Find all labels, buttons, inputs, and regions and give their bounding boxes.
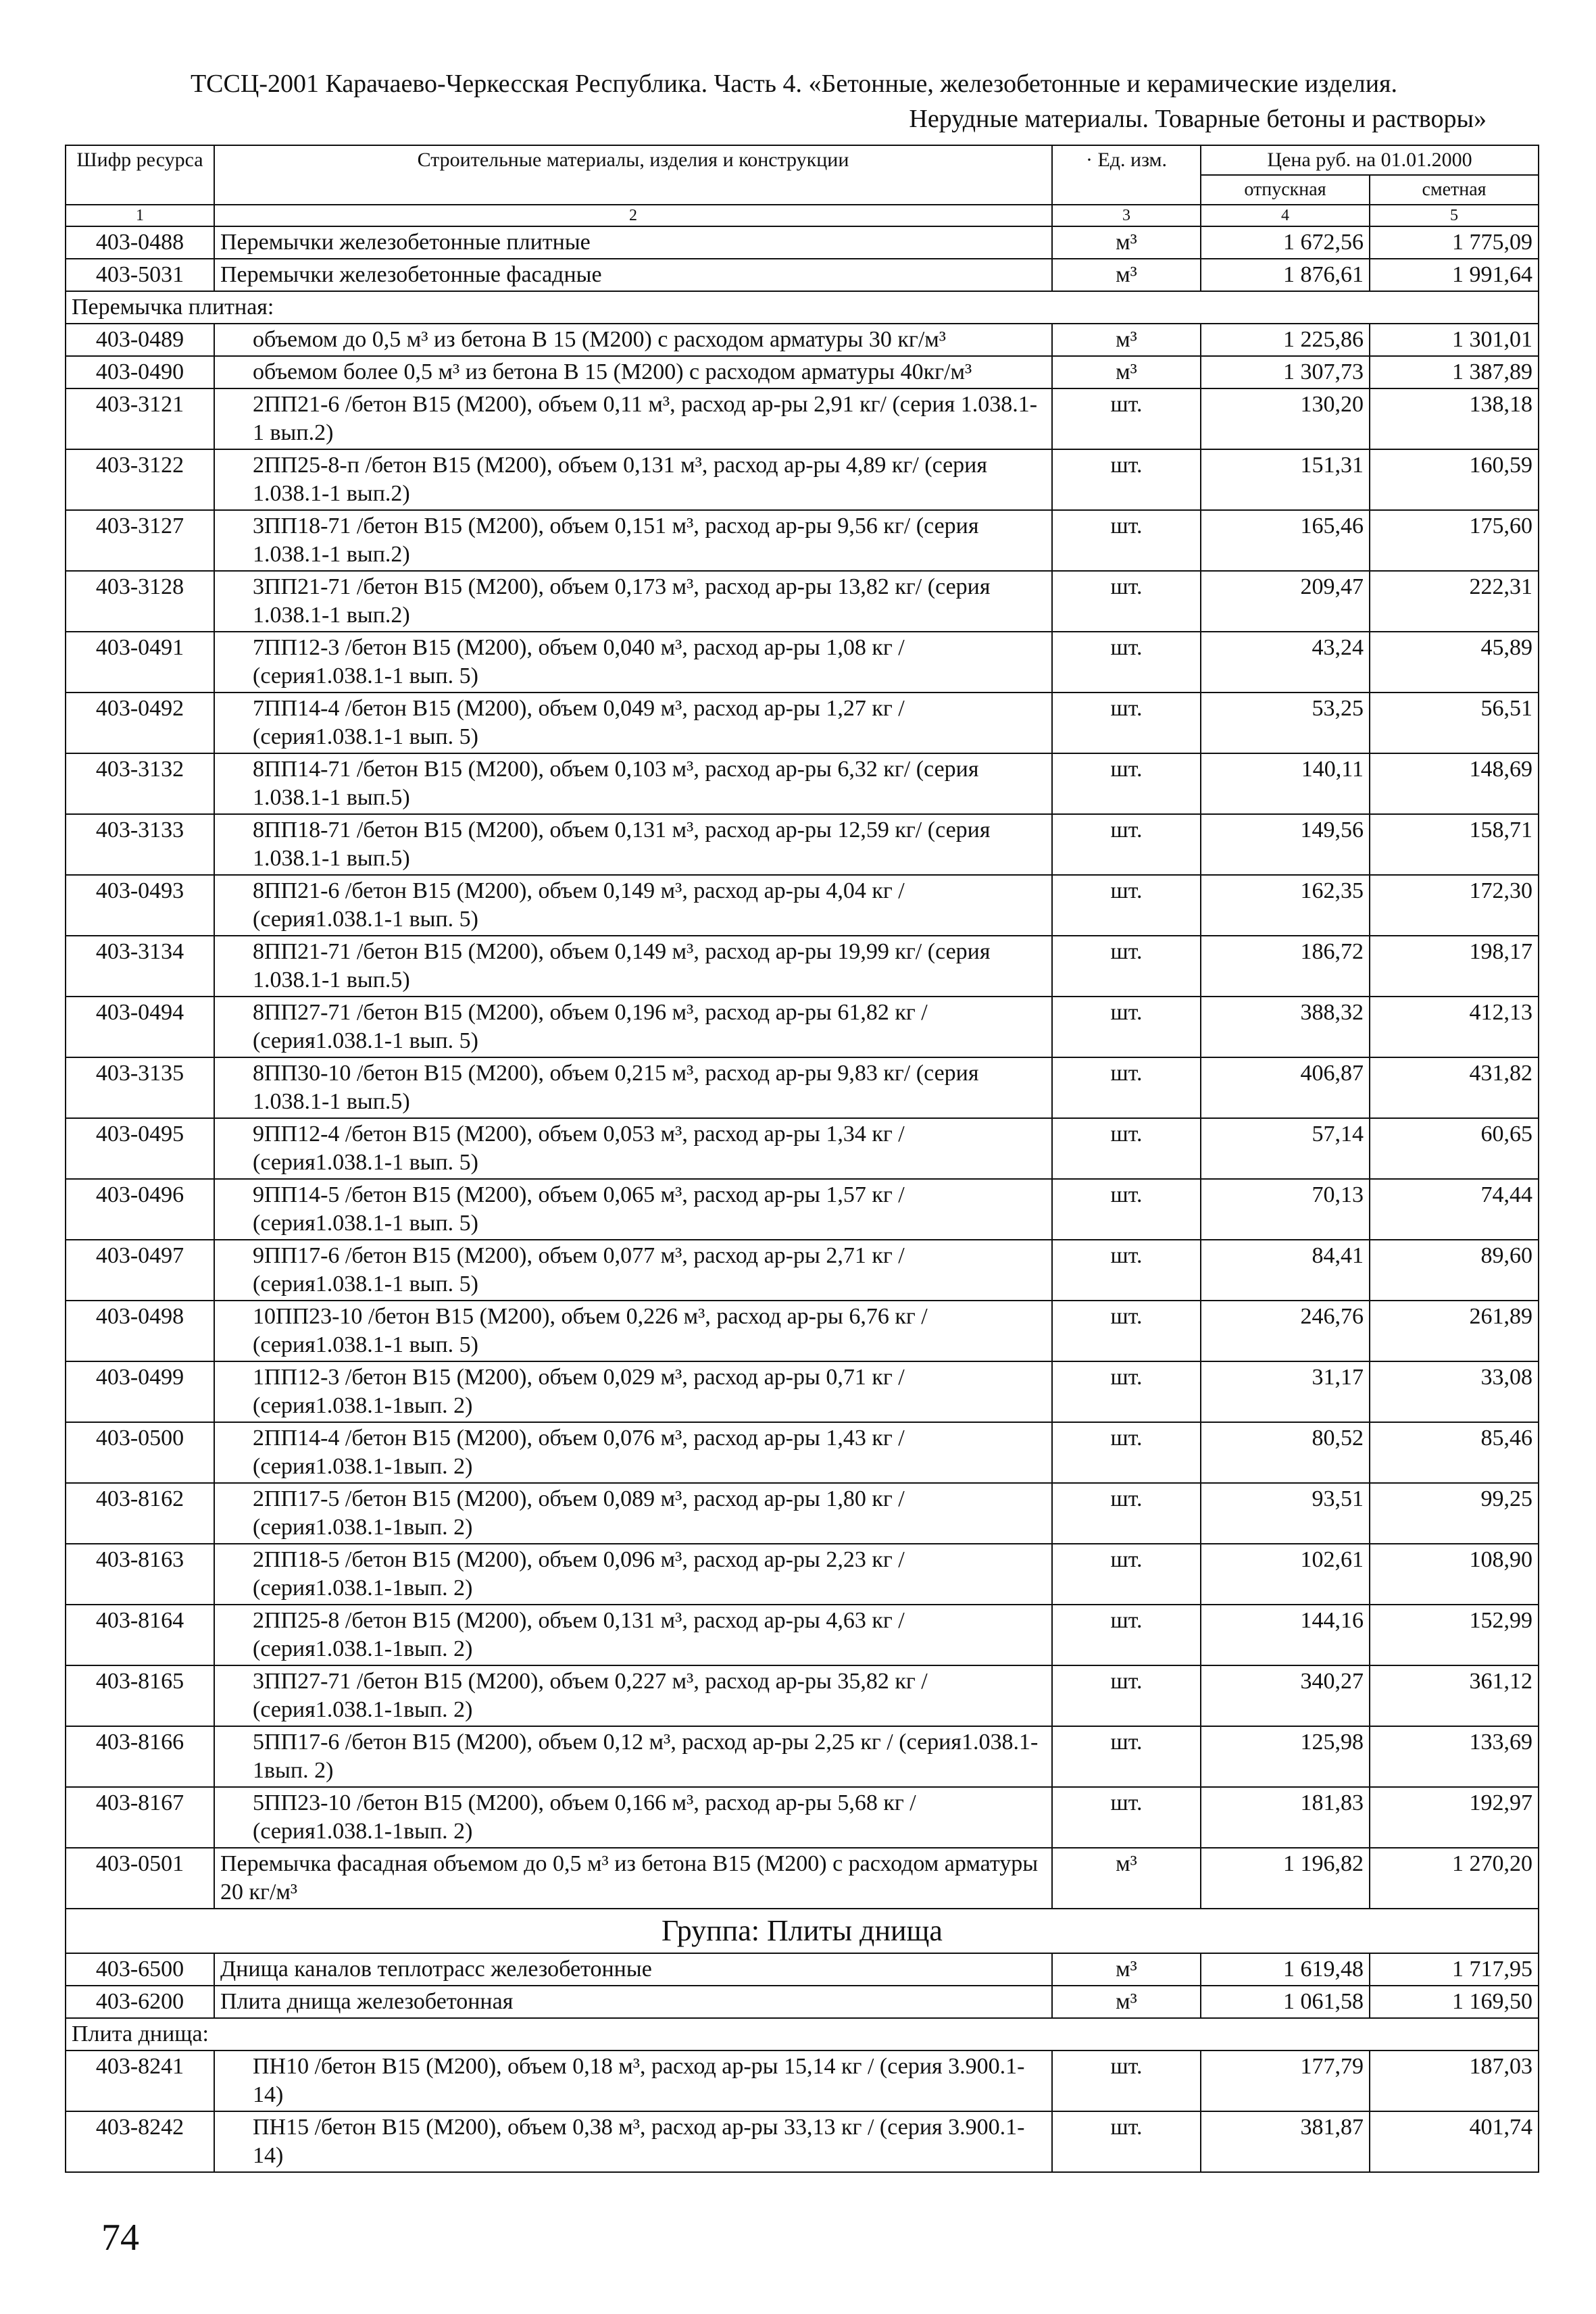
table-row	[66, 2051, 1539, 2111]
material-name-cell: 5ПП23-10 /бетон В15 (М200), объем 0,166 м³, расход ар-ры 5,68 кг / (серия1.038.1-1вып. 2)	[214, 1787, 1052, 1848]
resource-code-cell: 403-0500	[66, 1422, 214, 1483]
column-number: 1	[66, 205, 214, 226]
column-header-name: Строительные материалы, изделия и конструкции	[214, 145, 1052, 205]
release-price-cell: 151,31	[1201, 449, 1370, 510]
resource-code-cell: 403-3128	[66, 571, 214, 632]
material-name-cell: 8ПП14-71 /бетон В15 (М200), объем 0,103 м³, расход ар-ры 6,32 кг/ (серия 1.038.1-1 вып.5)	[214, 753, 1052, 814]
unit-cell: шт.	[1052, 1118, 1201, 1179]
unit-cell: шт.	[1052, 1544, 1201, 1605]
resource-code-cell: 403-0498	[66, 1301, 214, 1361]
material-name-cell: 3ПП27-71 /бетон В15 (М200), объем 0,227 м³, расход ар-ры 35,82 кг / (серия1.038.1-1вып. 2)	[214, 1665, 1052, 1726]
unit-cell: м³	[1052, 356, 1201, 388]
material-name-cell: 1ПП12-3 /бетон В15 (М200), объем 0,029 м³, расход ар-ры 0,71 кг / (серия1.038.1-1вып. 2)	[214, 1361, 1052, 1422]
material-name-cell: 2ПП25-8-п /бетон В15 (М200), объем 0,131 м³, расход ар-ры 4,89 кг/ (серия 1.038.1-1 вып.2)	[214, 449, 1052, 510]
material-name-cell: 2ПП17-5 /бетон В15 (М200), объем 0,089 м³, расход ар-ры 1,80 кг / (серия1.038.1-1вып. 2)	[214, 1483, 1052, 1544]
resource-code-cell: 403-0489	[66, 324, 214, 356]
table-row	[66, 814, 1539, 875]
estimate-price-cell: 1 387,89	[1370, 356, 1539, 388]
estimate-price-cell: 172,30	[1370, 875, 1539, 936]
release-price-cell: 1 876,61	[1201, 259, 1370, 291]
table-row	[66, 356, 1539, 388]
document-header	[81, 66, 1507, 136]
unit-cell: м³	[1052, 1848, 1201, 1909]
material-name-cell: 8ПП27-71 /бетон В15 (М200), объем 0,196 м³, расход ар-ры 61,82 кг / (серия1.038.1-1 вып. 5)	[214, 997, 1052, 1057]
unit-cell: м³	[1052, 226, 1201, 259]
estimate-price-cell: 45,89	[1370, 632, 1539, 693]
unit-cell: м³	[1052, 1953, 1201, 1986]
material-name-cell: 3ПП21-71 /бетон В15 (М200), объем 0,173 м³, расход ар-ры 13,82 кг/ (серия 1.038.1-1 вып.2)	[214, 571, 1052, 632]
resource-code-cell: 403-0493	[66, 875, 214, 936]
unit-cell: шт.	[1052, 875, 1201, 936]
resource-code-cell: 403-3121	[66, 388, 214, 449]
estimate-price-cell: 85,46	[1370, 1422, 1539, 1483]
estimate-price-cell: 261,89	[1370, 1301, 1539, 1361]
material-name-cell: 2ПП18-5 /бетон В15 (М200), объем 0,096 м³, расход ар-ры 2,23 кг / (серия1.038.1-1вып. 2)	[214, 1544, 1052, 1605]
material-name-cell: 3ПП18-71 /бетон В15 (М200), объем 0,151 м³, расход ар-ры 9,56 кг/ (серия 1.038.1-1 вып.2)	[214, 510, 1052, 571]
material-name-cell: ПН10 /бетон В15 (М200), объем 0,18 м³, расход ар-ры 15,14 кг / (серия 3.900.1-14)	[214, 2051, 1052, 2111]
unit-cell: шт.	[1052, 1301, 1201, 1361]
estimate-price-cell: 56,51	[1370, 693, 1539, 753]
resource-code-cell: 403-8165	[66, 1665, 214, 1726]
unit-cell: шт.	[1052, 1057, 1201, 1118]
release-price-cell: 84,41	[1201, 1240, 1370, 1301]
release-price-cell: 209,47	[1201, 571, 1370, 632]
table-row	[66, 753, 1539, 814]
resource-code-cell: 403-0496	[66, 1179, 214, 1240]
column-header-code: Шифр ресурса	[66, 145, 214, 205]
resource-code-cell: 403-3122	[66, 449, 214, 510]
table-row	[66, 693, 1539, 753]
resource-code-cell: 403-3132	[66, 753, 214, 814]
table-row	[66, 1057, 1539, 1118]
estimate-price-cell: 1 301,01	[1370, 324, 1539, 356]
material-name-cell: 8ПП30-10 /бетон В15 (М200), объем 0,215 м³, расход ар-ры 9,83 кг/ (серия 1.038.1-1 вып.5)	[214, 1057, 1052, 1118]
estimate-price-cell: 192,97	[1370, 1787, 1539, 1848]
resource-code-cell: 403-3133	[66, 814, 214, 875]
unit-cell: шт.	[1052, 814, 1201, 875]
resource-code-cell: 403-0495	[66, 1118, 214, 1179]
table-row	[66, 1787, 1539, 1848]
material-name-cell: 2ПП21-6 /бетон В15 (М200), объем 0,11 м³, расход ар-ры 2,91 кг/ (серия 1.038.1-1 вып.2)	[214, 388, 1052, 449]
unit-cell: шт.	[1052, 449, 1201, 510]
release-price-cell: 53,25	[1201, 693, 1370, 753]
release-price-cell: 93,51	[1201, 1483, 1370, 1544]
table-row	[66, 510, 1539, 571]
release-price-cell: 186,72	[1201, 936, 1370, 997]
release-price-cell: 381,87	[1201, 2111, 1370, 2172]
table-row	[66, 1665, 1539, 1726]
unit-cell: шт.	[1052, 2051, 1201, 2111]
unit-cell: шт.	[1052, 997, 1201, 1057]
release-price-cell: 125,98	[1201, 1726, 1370, 1787]
subtitle-row	[66, 2018, 1539, 2051]
material-name-cell: Плита днища железобетонная	[214, 1986, 1052, 2018]
table-row	[66, 1361, 1539, 1422]
column-header-release: отпускная	[1201, 175, 1370, 205]
table-row	[66, 226, 1539, 259]
estimate-price-cell: 187,03	[1370, 2051, 1539, 2111]
estimate-price-cell: 401,74	[1370, 2111, 1539, 2172]
release-price-cell: 1 196,82	[1201, 1848, 1370, 1909]
column-number-row	[66, 205, 1539, 226]
resource-code-cell: 403-6200	[66, 1986, 214, 2018]
estimate-price-cell: 160,59	[1370, 449, 1539, 510]
header-line-2: Нерудные материалы. Товарные бетоны и растворы»	[909, 105, 1487, 133]
unit-cell: шт.	[1052, 693, 1201, 753]
material-name-cell: Днища каналов теплотрасс железобетонные	[214, 1953, 1052, 1986]
material-name-cell: 8ПП18-71 /бетон В15 (М200), объем 0,131 м³, расход ар-ры 12,59 кг/ (серия 1.038.1-1 вып.5)	[214, 814, 1052, 875]
subtitle-cell: Плита днища:	[66, 2018, 1539, 2051]
resource-code-cell: 403-0499	[66, 1361, 214, 1422]
unit-cell: шт.	[1052, 1787, 1201, 1848]
unit-cell: шт.	[1052, 1665, 1201, 1726]
subtitle-cell: Перемычка плитная:	[66, 291, 1539, 324]
resource-code-cell: 403-5031	[66, 259, 214, 291]
estimate-price-cell: 33,08	[1370, 1361, 1539, 1422]
column-header-unit: · Ед. изм.	[1052, 145, 1201, 205]
table-row	[66, 2111, 1539, 2172]
release-price-cell: 181,83	[1201, 1787, 1370, 1848]
column-number: 4	[1201, 205, 1370, 226]
release-price-cell: 1 225,86	[1201, 324, 1370, 356]
release-price-cell: 130,20	[1201, 388, 1370, 449]
resource-code-cell: 403-0490	[66, 356, 214, 388]
material-name-cell: Перемычка фасадная объемом до 0,5 м³ из бетона В15 (М200) с расходом арматуры 20 кг/м³	[214, 1848, 1052, 1909]
unit-cell: шт.	[1052, 936, 1201, 997]
unit-cell: шт.	[1052, 2111, 1201, 2172]
material-name-cell: ПН15 /бетон В15 (М200), объем 0,38 м³, расход ар-ры 33,13 кг / (серия 3.900.1-14)	[214, 2111, 1052, 2172]
estimate-price-cell: 148,69	[1370, 753, 1539, 814]
estimate-price-cell: 175,60	[1370, 510, 1539, 571]
resource-code-cell: 403-8162	[66, 1483, 214, 1544]
resource-code-cell: 403-8164	[66, 1605, 214, 1665]
estimate-price-cell: 198,17	[1370, 936, 1539, 997]
release-price-cell: 177,79	[1201, 2051, 1370, 2111]
table-row	[66, 1953, 1539, 1986]
release-price-cell: 1 619,48	[1201, 1953, 1370, 1986]
release-price-cell: 1 061,58	[1201, 1986, 1370, 2018]
page-number: 74	[101, 2217, 139, 2259]
column-header-estimate: сметная	[1370, 175, 1539, 205]
estimate-price-cell: 152,99	[1370, 1605, 1539, 1665]
table-header-row	[66, 145, 1539, 175]
release-price-cell: 57,14	[1201, 1118, 1370, 1179]
resource-code-cell: 403-8166	[66, 1726, 214, 1787]
table-row	[66, 936, 1539, 997]
resource-code-cell: 403-0491	[66, 632, 214, 693]
release-price-cell: 149,56	[1201, 814, 1370, 875]
material-name-cell: 10ПП23-10 /бетон В15 (М200), объем 0,226 м³, расход ар-ры 6,76 кг / (серия1.038.1-1 вып. 5)	[214, 1301, 1052, 1361]
release-price-cell: 246,76	[1201, 1301, 1370, 1361]
group-title: Группа: Плиты днища	[66, 1909, 1539, 1953]
release-price-cell: 162,35	[1201, 875, 1370, 936]
estimate-price-cell: 138,18	[1370, 388, 1539, 449]
release-price-cell: 406,87	[1201, 1057, 1370, 1118]
material-name-cell: 2ПП25-8 /бетон В15 (М200), объем 0,131 м³, расход ар-ры 4,63 кг / (серия1.038.1-1вып. 2)	[214, 1605, 1052, 1665]
unit-cell: шт.	[1052, 1179, 1201, 1240]
material-name-cell: 2ПП14-4 /бетон В15 (М200), объем 0,076 м³, расход ар-ры 1,43 кг / (серия1.038.1-1вып. 2)	[214, 1422, 1052, 1483]
resource-code-cell: 403-0488	[66, 226, 214, 259]
column-number: 5	[1370, 205, 1539, 226]
material-name-cell: объемом до 0,5 м³ из бетона В 15 (М200) с расходом арматуры 30 кг/м³	[214, 324, 1052, 356]
resource-code-cell: 403-0501	[66, 1848, 214, 1909]
estimate-price-cell: 412,13	[1370, 997, 1539, 1057]
table-row	[66, 388, 1539, 449]
unit-cell: шт.	[1052, 1422, 1201, 1483]
unit-cell: шт.	[1052, 1605, 1201, 1665]
material-name-cell: 9ПП14-5 /бетон В15 (М200), объем 0,065 м³, расход ар-ры 1,57 кг / (серия1.038.1-1 вып. 5)	[214, 1179, 1052, 1240]
price-table	[65, 145, 1539, 2173]
estimate-price-cell: 1 775,09	[1370, 226, 1539, 259]
resource-code-cell: 403-8167	[66, 1787, 214, 1848]
release-price-cell: 102,61	[1201, 1544, 1370, 1605]
estimate-price-cell: 74,44	[1370, 1179, 1539, 1240]
release-price-cell: 144,16	[1201, 1605, 1370, 1665]
estimate-price-cell: 431,82	[1370, 1057, 1539, 1118]
unit-cell: шт.	[1052, 753, 1201, 814]
unit-cell: шт.	[1052, 1483, 1201, 1544]
release-price-cell: 70,13	[1201, 1179, 1370, 1240]
table-row	[66, 1301, 1539, 1361]
material-name-cell: 9ПП17-6 /бетон В15 (М200), объем 0,077 м³, расход ар-ры 2,71 кг / (серия1.038.1-1 вып. 5)	[214, 1240, 1052, 1301]
material-name-cell: Перемычки железобетонные фасадные	[214, 259, 1052, 291]
unit-cell: м³	[1052, 1986, 1201, 2018]
table-row	[66, 1605, 1539, 1665]
column-header-price: Цена руб. на 01.01.2000	[1201, 145, 1539, 175]
table-row	[66, 1544, 1539, 1605]
estimate-price-cell: 222,31	[1370, 571, 1539, 632]
resource-code-cell: 403-3127	[66, 510, 214, 571]
table-row	[66, 1848, 1539, 1909]
subtitle-row	[66, 291, 1539, 324]
estimate-price-cell: 1 169,50	[1370, 1986, 1539, 2018]
column-number: 3	[1052, 205, 1201, 226]
estimate-price-cell: 361,12	[1370, 1665, 1539, 1726]
table-body	[66, 226, 1539, 2172]
table-row	[66, 1179, 1539, 1240]
resource-code-cell: 403-3134	[66, 936, 214, 997]
estimate-price-cell: 158,71	[1370, 814, 1539, 875]
table-row	[66, 571, 1539, 632]
material-name-cell: 5ПП17-6 /бетон В15 (М200), объем 0,12 м³, расход ар-ры 2,25 кг / (серия1.038.1-1вып. 2)	[214, 1726, 1052, 1787]
group-row	[66, 1909, 1539, 1953]
unit-cell: шт.	[1052, 1240, 1201, 1301]
resource-code-cell: 403-0497	[66, 1240, 214, 1301]
material-name-cell: 8ПП21-6 /бетон В15 (М200), объем 0,149 м³, расход ар-ры 4,04 кг / (серия1.038.1-1 вып. 5)	[214, 875, 1052, 936]
resource-code-cell: 403-6500	[66, 1953, 214, 1986]
unit-cell: шт.	[1052, 1361, 1201, 1422]
table-row	[66, 449, 1539, 510]
release-price-cell: 340,27	[1201, 1665, 1370, 1726]
estimate-price-cell: 89,60	[1370, 1240, 1539, 1301]
resource-code-cell: 403-0494	[66, 997, 214, 1057]
estimate-price-cell: 1 991,64	[1370, 259, 1539, 291]
table-row	[66, 632, 1539, 693]
release-price-cell: 165,46	[1201, 510, 1370, 571]
material-name-cell: 7ПП12-3 /бетон В15 (М200), объем 0,040 м³, расход ар-ры 1,08 кг / (серия1.038.1-1 вып. 5)	[214, 632, 1052, 693]
resource-code-cell: 403-0492	[66, 693, 214, 753]
material-name-cell: объемом более 0,5 м³ из бетона В 15 (М200) с расходом арматуры 40кг/м³	[214, 356, 1052, 388]
column-number: 2	[214, 205, 1052, 226]
estimate-price-cell: 1 717,95	[1370, 1953, 1539, 1986]
unit-cell: шт.	[1052, 632, 1201, 693]
table-row	[66, 1118, 1539, 1179]
release-price-cell: 140,11	[1201, 753, 1370, 814]
release-price-cell: 31,17	[1201, 1361, 1370, 1422]
resource-code-cell: 403-3135	[66, 1057, 214, 1118]
release-price-cell: 80,52	[1201, 1422, 1370, 1483]
unit-cell: шт.	[1052, 388, 1201, 449]
header-line-1: ТССЦ-2001 Карачаево-Черкесская Республика. Часть 4. «Бетонные, железобетонные и керамические изделия.	[190, 70, 1398, 98]
table-row	[66, 1483, 1539, 1544]
table-row	[66, 875, 1539, 936]
release-price-cell: 1 672,56	[1201, 226, 1370, 259]
unit-cell: м³	[1052, 324, 1201, 356]
table-row	[66, 259, 1539, 291]
unit-cell: шт.	[1052, 1726, 1201, 1787]
material-name-cell: 7ПП14-4 /бетон В15 (М200), объем 0,049 м³, расход ар-ры 1,27 кг / (серия1.038.1-1 вып. 5)	[214, 693, 1052, 753]
table-row	[66, 997, 1539, 1057]
table-row	[66, 324, 1539, 356]
estimate-price-cell: 108,90	[1370, 1544, 1539, 1605]
material-name-cell: 8ПП21-71 /бетон В15 (М200), объем 0,149 м³, расход ар-ры 19,99 кг/ (серия 1.038.1-1 вып.5)	[214, 936, 1052, 997]
release-price-cell: 1 307,73	[1201, 356, 1370, 388]
estimate-price-cell: 1 270,20	[1370, 1848, 1539, 1909]
material-name-cell: 9ПП12-4 /бетон В15 (М200), объем 0,053 м³, расход ар-ры 1,34 кг / (серия1.038.1-1 вып. 5)	[214, 1118, 1052, 1179]
resource-code-cell: 403-8242	[66, 2111, 214, 2172]
unit-cell: шт.	[1052, 510, 1201, 571]
table-row	[66, 1422, 1539, 1483]
estimate-price-cell: 60,65	[1370, 1118, 1539, 1179]
unit-cell: м³	[1052, 259, 1201, 291]
release-price-cell: 43,24	[1201, 632, 1370, 693]
release-price-cell: 388,32	[1201, 997, 1370, 1057]
table-row	[66, 1726, 1539, 1787]
table-row	[66, 1986, 1539, 2018]
resource-code-cell: 403-8163	[66, 1544, 214, 1605]
estimate-price-cell: 99,25	[1370, 1483, 1539, 1544]
table-row	[66, 1240, 1539, 1301]
resource-code-cell: 403-8241	[66, 2051, 214, 2111]
unit-cell: шт.	[1052, 571, 1201, 632]
material-name-cell: Перемычки железобетонные плитные	[214, 226, 1052, 259]
estimate-price-cell: 133,69	[1370, 1726, 1539, 1787]
